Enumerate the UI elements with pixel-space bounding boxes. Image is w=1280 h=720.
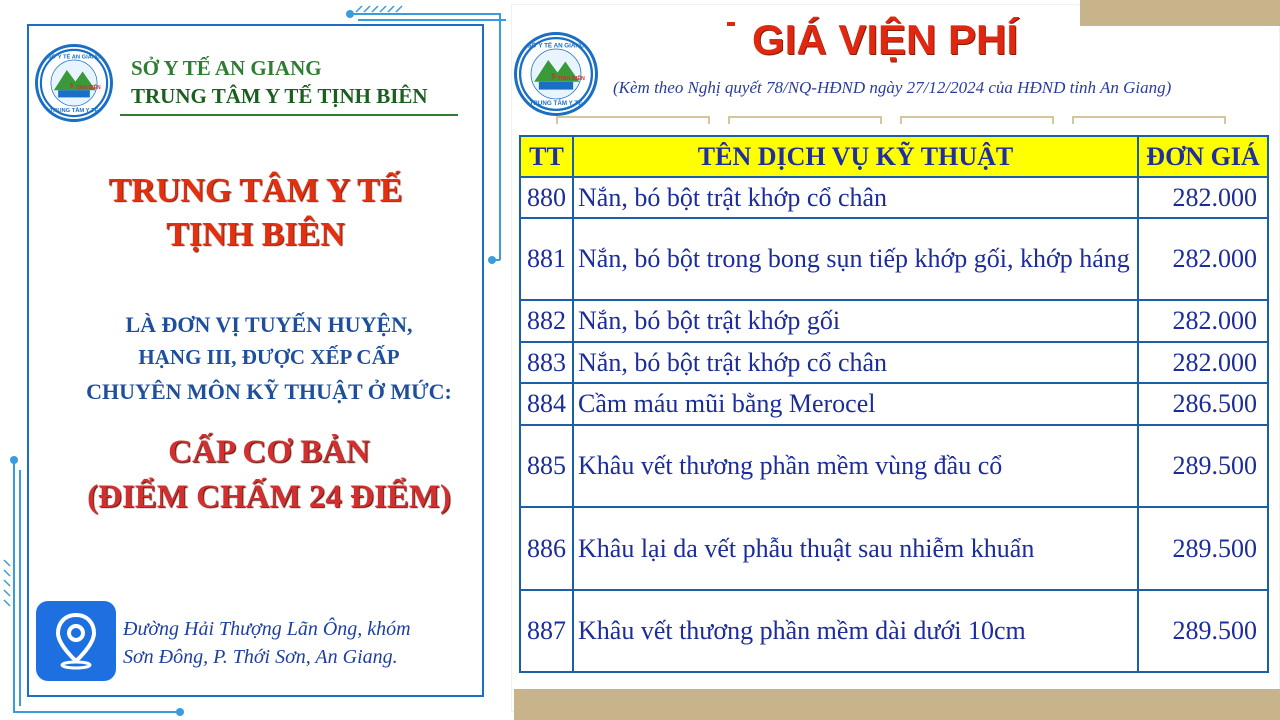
- address-line2: Sơn Đông, P. Thới Sơn, An Giang.: [123, 646, 398, 668]
- description-line1: LÀ ĐƠN VỊ TUYẾN HUYỆN,: [125, 312, 413, 337]
- divider: [120, 114, 458, 116]
- svg-text:$: $: [551, 73, 556, 81]
- service-name: Nắn, bó bột trật khớp cổ chân: [573, 342, 1138, 383]
- row-number: 887: [520, 590, 573, 672]
- table-row: [520, 425, 1268, 507]
- row-number: 885: [520, 425, 573, 507]
- decorative-corner: [1080, 0, 1280, 26]
- svg-text:TỊNH BIÊN: TỊNH BIÊN: [75, 84, 101, 91]
- service-price: 286.500: [1138, 383, 1268, 425]
- table-row: [520, 300, 1268, 342]
- table-row: [520, 590, 1268, 672]
- svg-text:SỞ Y TẾ AN GIANG: SỞ Y TẾ AN GIANG: [527, 42, 585, 50]
- level-line2: (ĐIỂM CHẤM 24 ĐIỂM): [87, 479, 451, 515]
- map-pin-icon: [36, 601, 116, 681]
- table-row: [520, 342, 1268, 383]
- service-name: Khâu lại da vết phẫu thuật sau nhiễm khuẩn: [573, 507, 1138, 590]
- level-line1: CẤP CƠ BẢN: [168, 434, 370, 470]
- table-row: [520, 507, 1268, 590]
- table-row: [520, 218, 1268, 300]
- center-title-line1: TRUNG TÂM Y TẾ: [108, 172, 403, 209]
- table-row: [520, 383, 1268, 425]
- service-price: 282.000: [1138, 342, 1268, 383]
- row-number: 883: [520, 342, 573, 383]
- decorative-bar: [900, 116, 1054, 124]
- decorative-strip: [514, 689, 1280, 720]
- svg-text:TỊNH BIÊN: TỊNH BIÊN: [557, 76, 585, 83]
- price-table: [519, 135, 1269, 673]
- org-parent-name: SỞ Y TẾ AN GIANG: [131, 56, 322, 80]
- svg-text:SỞ Y TẾ AN GIANG: SỞ Y TẾ AN GIANG: [47, 54, 101, 61]
- service-price: 282.000: [1138, 177, 1268, 218]
- org-name: TRUNG TÂM Y TẾ TỊNH BIÊN: [131, 84, 428, 108]
- row-number: 886: [520, 507, 573, 590]
- service-price: 282.000: [1138, 300, 1268, 342]
- description-line3: CHUYÊN MÔN KỸ THUẬT Ở MỨC:: [86, 379, 452, 404]
- svg-text:$: $: [69, 82, 74, 90]
- decorative-bar: [728, 116, 882, 124]
- service-name: Nắn, bó bột trong bong sụn tiếp khớp gối, khớp háng: [573, 218, 1138, 300]
- decorative-tick: [727, 22, 735, 26]
- service-price: 289.500: [1138, 590, 1268, 672]
- service-name: Cầm máu mũi bằng Merocel: [573, 383, 1138, 425]
- service-price: 289.500: [1138, 507, 1268, 590]
- row-number: 881: [520, 218, 573, 300]
- service-name: Nắn, bó bột trật khớp gối: [573, 300, 1138, 342]
- service-price: 289.500: [1138, 425, 1268, 507]
- service-price: 282.000: [1138, 218, 1268, 300]
- hospital-logo-right: [514, 32, 598, 116]
- decorative-bar: [556, 116, 710, 124]
- row-number: 882: [520, 300, 573, 342]
- service-name: Khâu vết thương phần mềm vùng đầu cổ: [573, 425, 1138, 507]
- table-header-row: [520, 136, 1268, 177]
- page-title: GIÁ VIỆN PHÍ: [752, 16, 1019, 63]
- decorative-bar: [1072, 116, 1226, 124]
- service-name: Nắn, bó bột trật khớp cổ chân: [573, 177, 1138, 218]
- hospital-logo: [35, 44, 113, 122]
- service-name: Khâu vết thương phần mềm dài dưới 10cm: [573, 590, 1138, 672]
- column-header-tt: TT: [520, 136, 573, 177]
- logo-emblem-icon: [517, 35, 595, 113]
- center-title-line2: TỊNH BIÊN: [166, 216, 345, 253]
- address-line1: Đường Hải Thượng Lãn Ông, khóm: [123, 618, 411, 640]
- page-subtitle: (Kèm theo Nghị quyết 78/NQ-HĐND ngày 27/12/2024 của HĐND tỉnh An Giang): [613, 78, 1172, 97]
- column-header-price: ĐƠN GIÁ: [1138, 136, 1268, 177]
- table-row: [520, 177, 1268, 218]
- row-number: 884: [520, 383, 573, 425]
- column-header-service: TÊN DỊCH VỤ KỸ THUẬT: [573, 136, 1138, 177]
- description-line2: HẠNG III, ĐƯỢC XẾP CẤP: [138, 345, 400, 369]
- svg-text:TRUNG TÂM Y TẾ: TRUNG TÂM Y TẾ: [49, 107, 99, 114]
- row-number: 880: [520, 177, 573, 218]
- svg-text:TRUNG TÂM Y TẾ: TRUNG TÂM Y TẾ: [529, 100, 583, 108]
- logo-emblem-icon: [38, 47, 110, 119]
